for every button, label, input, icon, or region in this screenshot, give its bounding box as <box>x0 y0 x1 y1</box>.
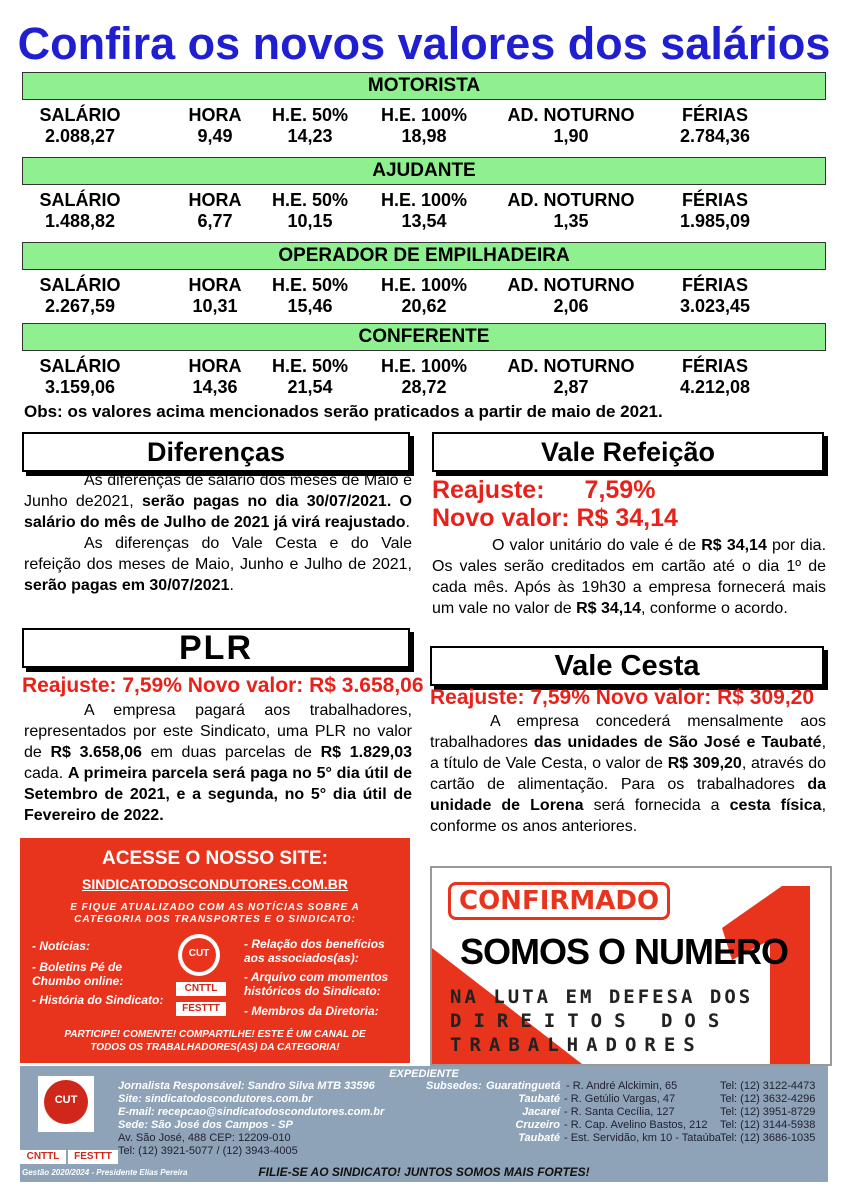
salary-value: 1,35 <box>553 211 589 231</box>
vale-refeicao-reajuste: Reajuste: 7,59% <box>432 476 656 504</box>
diferencas-title: Diferenças <box>22 432 410 472</box>
column-header: FÉRIAS <box>681 356 748 376</box>
cut-logo: CUT <box>178 934 220 976</box>
confirmado-stamp: CONFIRMADO <box>448 882 670 920</box>
expediente-line: E-mail: recepcao@sindicatodoscondutores.com.br <box>118 1106 385 1118</box>
expediente-line: Jornalista Responsável: Sandro Silva MTB 33596 <box>118 1080 375 1092</box>
subsede-tel: Tel: (12) 3122-4473 <box>720 1080 816 1092</box>
column-header: AD. NOTURNO <box>507 105 635 125</box>
salary-value: 3.159,06 <box>44 377 116 397</box>
expediente-line: Site: sindicatodoscondutores.com.br <box>118 1093 313 1105</box>
festtt-logo: FESTTT <box>176 1002 226 1016</box>
salary-row <box>0 105 848 145</box>
site-footer-1: PARTICIPE! COMENTE! COMPARTILHE! ESTE É UM CANAL DE <box>64 1029 366 1040</box>
subsede-city: Taubaté <box>518 1132 560 1144</box>
subsede-city: Taubaté <box>518 1093 560 1105</box>
expediente-title: EXPEDIENTE <box>389 1068 459 1080</box>
column-header: H.E. 100% <box>380 105 468 125</box>
site-item-historia: - História do Sindicato: <box>32 993 164 1007</box>
subsedes-label: Subsedes: <box>426 1080 482 1092</box>
subsede-tel: Tel: (12) 3632-4296 <box>720 1093 816 1105</box>
footer-cnttl-logo: CNTTL <box>20 1150 66 1164</box>
column-header: H.E. 50% <box>271 356 349 376</box>
column-header: H.E. 50% <box>271 275 349 295</box>
salary-value: 1,90 <box>553 126 589 146</box>
subsede-address: - R. Getúlio Vargas, 47 <box>564 1093 676 1105</box>
category-bar: MOTORISTA <box>22 72 826 100</box>
vale-cesta-reajuste: Reajuste: 7,59% Novo valor: R$ 309,20 <box>430 686 815 709</box>
column-header: HORA <box>188 275 242 295</box>
salary-value: 1.488,82 <box>44 211 116 231</box>
subsede-city: Guaratinguetá <box>486 1080 561 1092</box>
salary-value: 15,46 <box>287 296 333 316</box>
page-title: Confira os novos valores dos salários <box>17 18 831 69</box>
salary-value: 2.267,59 <box>44 296 116 316</box>
site-item-noticias: - Notícias: <box>32 939 91 953</box>
category-bar: CONFERENTE <box>22 323 826 351</box>
subsede-city: Cruzeiro <box>515 1119 560 1131</box>
expediente-line: Av. São José, 488 CEP: 12209-010 <box>118 1132 291 1144</box>
plr-reajuste: Reajuste: 7,59% Novo valor: R$ 3.658,06 <box>22 674 424 697</box>
category-bar: AJUDANTE <box>22 157 826 185</box>
subsede-tel: Tel: (12) 3144-5938 <box>720 1119 816 1131</box>
confirmado-line4: TRABALHADORES <box>450 1034 703 1056</box>
subsede-address: - Est. Servidão, km 10 - Tataúba <box>564 1132 721 1144</box>
site-item-beneficios: - Relação dos benefícios aos associados(as): <box>244 937 385 965</box>
salary-value: 3.023,45 <box>679 296 751 316</box>
site-subtitle-1: E FIQUE ATUALIZADO COM AS NOTÍCIAS SOBRE A <box>70 902 360 913</box>
obs-note: Obs: os valores acima mencionados serão praticados a partir de maio de 2021. <box>24 402 663 421</box>
salary-value: 20,62 <box>401 296 447 316</box>
salary-value: 9,49 <box>197 126 233 146</box>
site-footer-2: TODOS OS TRABALHADORES(AS) DA CATEGORIA! <box>90 1042 340 1053</box>
column-header: H.E. 100% <box>380 190 468 210</box>
subsede-tel: Tel: (12) 3686-1035 <box>720 1132 816 1144</box>
column-header: AD. NOTURNO <box>507 356 635 376</box>
vale-cesta-title: Vale Cesta <box>430 646 824 686</box>
salary-value: 2.784,36 <box>679 126 751 146</box>
plr-text: A empresa pagará aos trabalhadores, representados por este Sindicato, uma PLR no valor de R$ 3.658,06 em duas parcelas de R$ 1.829,03 cada. A primeira parcela será paga no 5° dia útil de Setembro de 2021, e a segunda, no 5° dia útil de Fevereiro de 2022. <box>24 702 413 824</box>
column-header: HORA <box>188 105 242 125</box>
salary-value: 14,23 <box>287 126 333 146</box>
subsede-address: - R. Cap. Avelino Bastos, 212 <box>564 1119 708 1131</box>
expediente-line: Tel: (12) 3921-5077 / (12) 3943-4005 <box>118 1145 298 1157</box>
column-header: AD. NOTURNO <box>507 275 635 295</box>
salary-value: 14,36 <box>192 377 238 397</box>
column-header: FÉRIAS <box>681 105 748 125</box>
column-header: HORA <box>188 356 242 376</box>
diferencas-text: As diferenças de salário dos meses de Maio e Junho de2021, serão pagas no dia 30/07/2021. O salário do mês de Julho de 2021 já virá reajustado. As diferenças do Vale Cesta e do Vale refeição dos meses de Maio, Junho e Julho de 2021, serão pagas em 30/07/2021. <box>24 472 412 594</box>
footer-cut-logo: CUT <box>38 1076 94 1132</box>
salary-row <box>0 356 848 396</box>
gestao-text: Gestão 2020/2024 - Presidente Elias Pereira <box>22 1168 188 1177</box>
salary-value: 21,54 <box>287 377 333 397</box>
site-item-boletins: - Boletins Pé de Chumbo online: <box>32 960 124 988</box>
salary-value: 10,15 <box>287 211 333 231</box>
salary-value: 1.985,09 <box>679 211 751 231</box>
expediente-line: Sede: São José dos Campos - SP <box>118 1119 293 1131</box>
subsede-address: - R. André Alckimin, 65 <box>566 1080 678 1092</box>
column-header: SALÁRIO <box>39 275 121 295</box>
salary-value: 2,06 <box>553 296 589 316</box>
slogan: FILIE-SE AO SINDICATO! JUNTOS SOMOS MAIS FORTES! <box>258 1165 590 1179</box>
subsede-city: Jacareí <box>522 1106 560 1118</box>
site-subtitle-2: CATEGORIA DOS TRANSPORTES E O SINDICATO: <box>74 914 356 925</box>
site-heading: ACESSE O NOSSO SITE: <box>102 848 328 869</box>
column-header: H.E. 100% <box>380 275 468 295</box>
confirmado-line1: SOMOS O NUMERO <box>460 931 789 972</box>
salary-value: 6,77 <box>197 211 233 231</box>
salary-value: 10,31 <box>192 296 238 316</box>
subsede-tel: Tel: (12) 3951-8729 <box>720 1106 816 1118</box>
site-box <box>20 838 410 1063</box>
category-bar: OPERADOR DE EMPILHADEIRA <box>22 242 826 270</box>
column-header: H.E. 100% <box>380 356 468 376</box>
site-item-diretoria: - Membros da Diretoria: <box>244 1004 379 1018</box>
vale-refeicao-novo-valor: Novo valor: R$ 34,14 <box>432 504 678 532</box>
column-header: FÉRIAS <box>681 190 748 210</box>
expediente-footer <box>20 1066 828 1182</box>
salary-row <box>0 190 848 230</box>
vale-refeicao-title: Vale Refeição <box>432 432 824 472</box>
salary-value: 13,54 <box>401 211 447 231</box>
salary-value: 28,72 <box>401 377 447 397</box>
column-header: H.E. 50% <box>271 105 349 125</box>
site-item-arquivo: - Arquivo com momentos históricos do Sindicato: <box>244 970 389 998</box>
column-header: SALÁRIO <box>39 105 121 125</box>
salary-row <box>0 275 848 315</box>
salary-value: 2.088,27 <box>44 126 116 146</box>
vale-refeicao-text: O valor unitário do vale é de R$ 34,14 por dia. Os vales serão creditados em cartão até o dia 1º de cada mês. Após às 19h30 a empresa fornecerá mais um vale no valor de R$ 34,14, conforme o acordo. <box>432 537 827 617</box>
footer-festtt-logo: FESTTT <box>68 1150 118 1164</box>
confirmado-line2: NA LUTA EM DEFESA DOS <box>450 986 754 1008</box>
column-header: HORA <box>188 190 242 210</box>
confirmado-banner <box>430 866 832 1066</box>
site-url-link[interactable]: SINDICATODOSCONDUTORES.COM.BR <box>81 876 348 892</box>
column-header: SALÁRIO <box>39 356 121 376</box>
plr-title: PLR <box>22 628 410 668</box>
subsede-address: - R. Santa Cecília, 127 <box>564 1106 675 1118</box>
salary-value: 2,87 <box>553 377 589 397</box>
column-header: SALÁRIO <box>39 190 121 210</box>
vale-cesta-text: A empresa concederá mensalmente aos trabalhadores das unidades de São José e Taubaté, a título de Vale Cesta, o valor de R$ 309,20, através do cartão de alimentação. Para os trabalhadores da unidade de Lorena será fornecida a cesta física, conforme os anos anteriores. <box>430 713 827 835</box>
column-header: H.E. 50% <box>271 190 349 210</box>
cnttl-logo: CNTTL <box>176 982 226 996</box>
salary-value: 4.212,08 <box>679 377 751 397</box>
column-header: FÉRIAS <box>681 275 748 295</box>
column-header: AD. NOTURNO <box>507 190 635 210</box>
salary-value: 18,98 <box>401 126 447 146</box>
confirmado-line3: DIREITOS DOS <box>450 1010 732 1032</box>
